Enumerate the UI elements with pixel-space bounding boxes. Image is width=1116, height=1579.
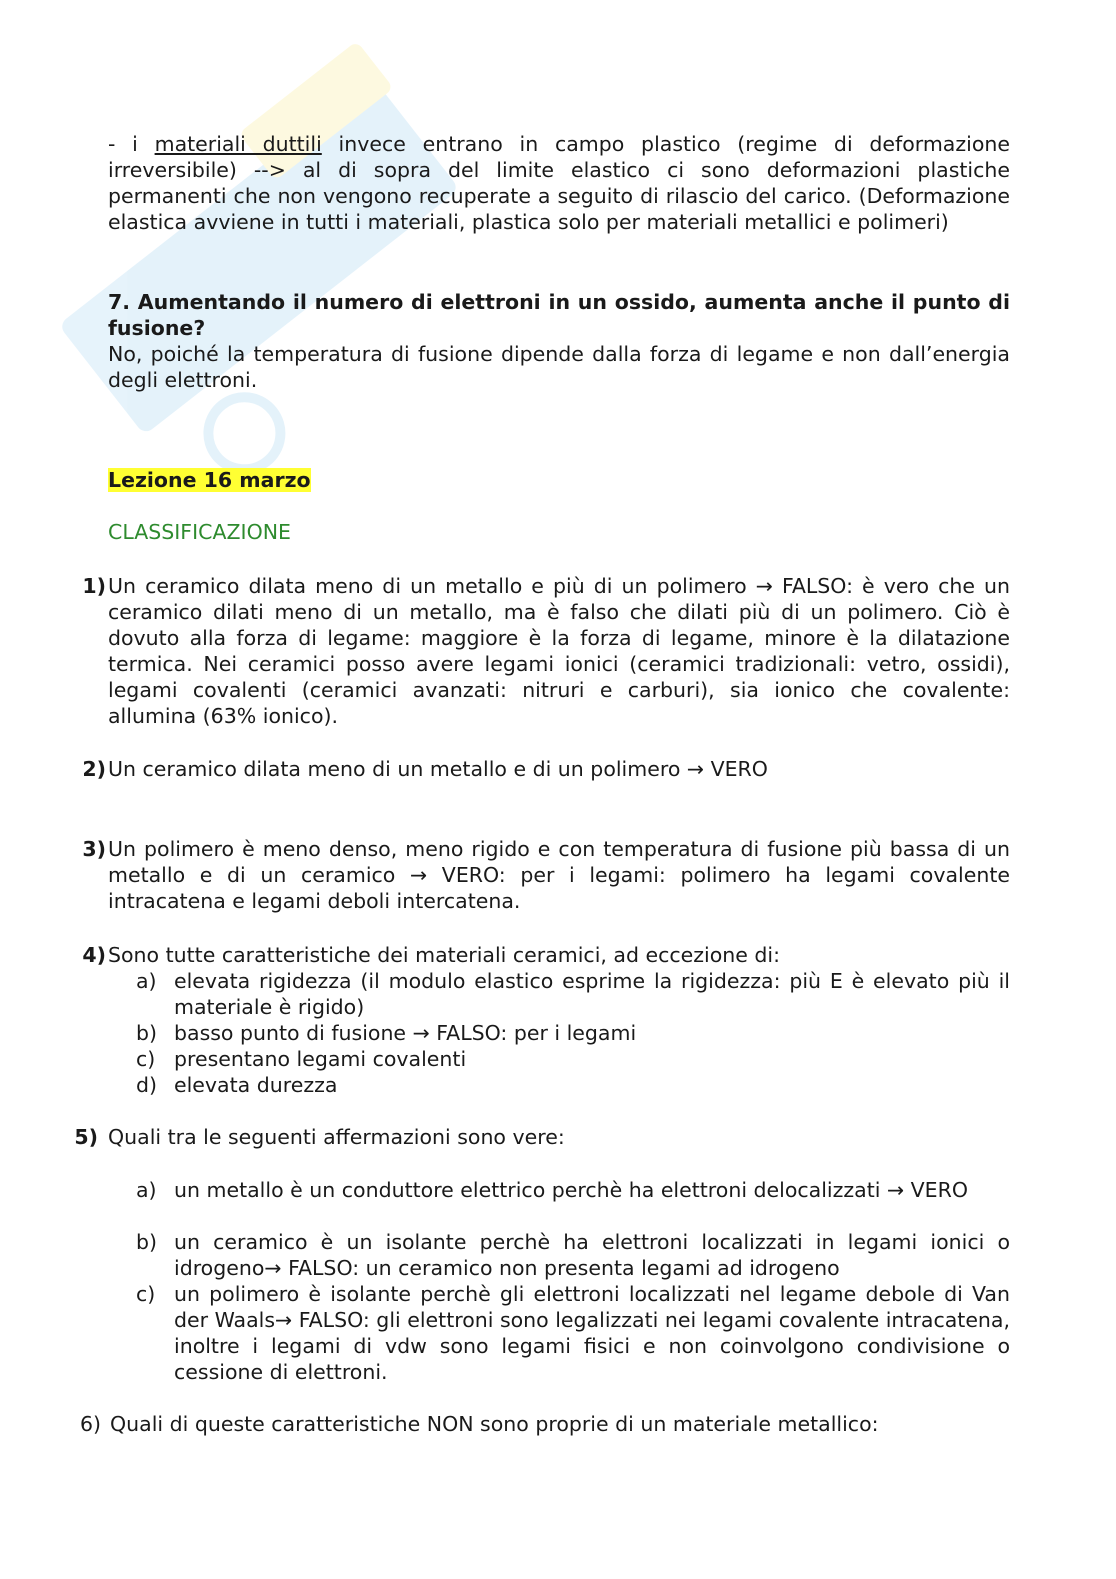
- sub-letter: c): [136, 1282, 156, 1306]
- item-number: 2): [82, 757, 106, 781]
- sub-letter: a): [136, 969, 157, 993]
- lesson-title: Lezione 16 marzo: [108, 468, 311, 492]
- sub-letter: d): [136, 1073, 158, 1097]
- intro-paragraph: - i materiali duttili invece entrano in campo plastico (regime di deformazione irreversibile) --> al di sopra del limite elastico ci sono deformazioni plastiche permanenti che non vengono recuperate a seguito di rilascio del carico. (Deformazione elastica avviene in tutti i materiali, plastica solo per materiali metallici e polimeri): [108, 132, 1010, 234]
- section-title: CLASSIFICAZIONE: [108, 520, 291, 544]
- item-number: 1): [82, 574, 106, 598]
- sub-text: un polimero è isolante perchè gli elettroni localizzati nel legame debole di Van der Waals→ FALSO: gli elettroni sono legalizzati nei legami covalente intracatena, inoltre i legami di vdw sono legami fisici e non coinvolgono condivisione o cessione di elettroni.: [174, 1282, 1010, 1384]
- sub-letter: b): [136, 1230, 158, 1254]
- sub-text: elevata rigidezza (il modulo elastico esprime la rigidezza: più E è elevato più il materiale è rigido): [174, 969, 1010, 1019]
- underlined-term: materiali duttili: [154, 132, 322, 156]
- sub-letter: c): [136, 1047, 156, 1071]
- sub-text: basso punto di fusione → FALSO: per i legami: [174, 1021, 637, 1045]
- item-text: Quali tra le seguenti affermazioni sono vere:: [108, 1125, 565, 1149]
- watermark-logo: [20, 40, 490, 480]
- sub-text: elevata durezza: [174, 1073, 338, 1097]
- sub-text: un metallo è un conduttore elettrico perchè ha elettroni delocalizzati → VERO: [174, 1178, 969, 1202]
- sub-text: presentano legami covalenti: [174, 1047, 467, 1071]
- item-text: Quali di queste caratteristiche NON sono proprie di un materiale metallico:: [110, 1412, 879, 1436]
- item-number: 5): [74, 1125, 98, 1149]
- sub-letter: b): [136, 1021, 158, 1045]
- sub-text: un ceramico è un isolante perchè ha elettroni localizzati in legami ionici o idrogeno→ FALSO: un ceramico non presenta legami ad idrogeno: [174, 1230, 1010, 1280]
- question-7: 7. Aumentando il numero di elettroni in un ossido, aumenta anche il punto di fusione?: [108, 290, 1010, 340]
- answer-7: No, poiché la temperatura di fusione dipende dalla forza di legame e non dall’energia degli elettroni.: [108, 342, 1010, 392]
- item-text: Un ceramico dilata meno di un metallo e più di un polimero → FALSO: è vero che un ceramico dilati meno di un metallo, ma è falso che dilati più di un polimero. Ciò è dovuto alla forza di legame: maggiore è la forza di legame, minore è la dilatazione termica. Nei ceramici posso avere legami ionici (ceramici tradizionali: vetro, ossidi), legami covalenti (ceramici avanzati: nitruri e carburi), sia ionico che covalente: allumina (63% ionico).: [108, 574, 1010, 728]
- item-text: Un polimero è meno denso, meno rigido e con temperatura di fusione più bassa di un metallo e di un ceramico → VERO: per i legami: polimero ha legami covalente intracatena e legami deboli intercatena.: [108, 837, 1010, 913]
- item-text: Sono tutte caratteristiche dei materiali ceramici, ad eccezione di:: [108, 943, 781, 967]
- item-number: 4): [82, 943, 106, 967]
- sub-letter: a): [136, 1178, 157, 1202]
- item-number: 6): [80, 1412, 102, 1436]
- item-text: Un ceramico dilata meno di un metallo e di un polimero → VERO: [108, 757, 768, 781]
- item-number: 3): [82, 837, 106, 861]
